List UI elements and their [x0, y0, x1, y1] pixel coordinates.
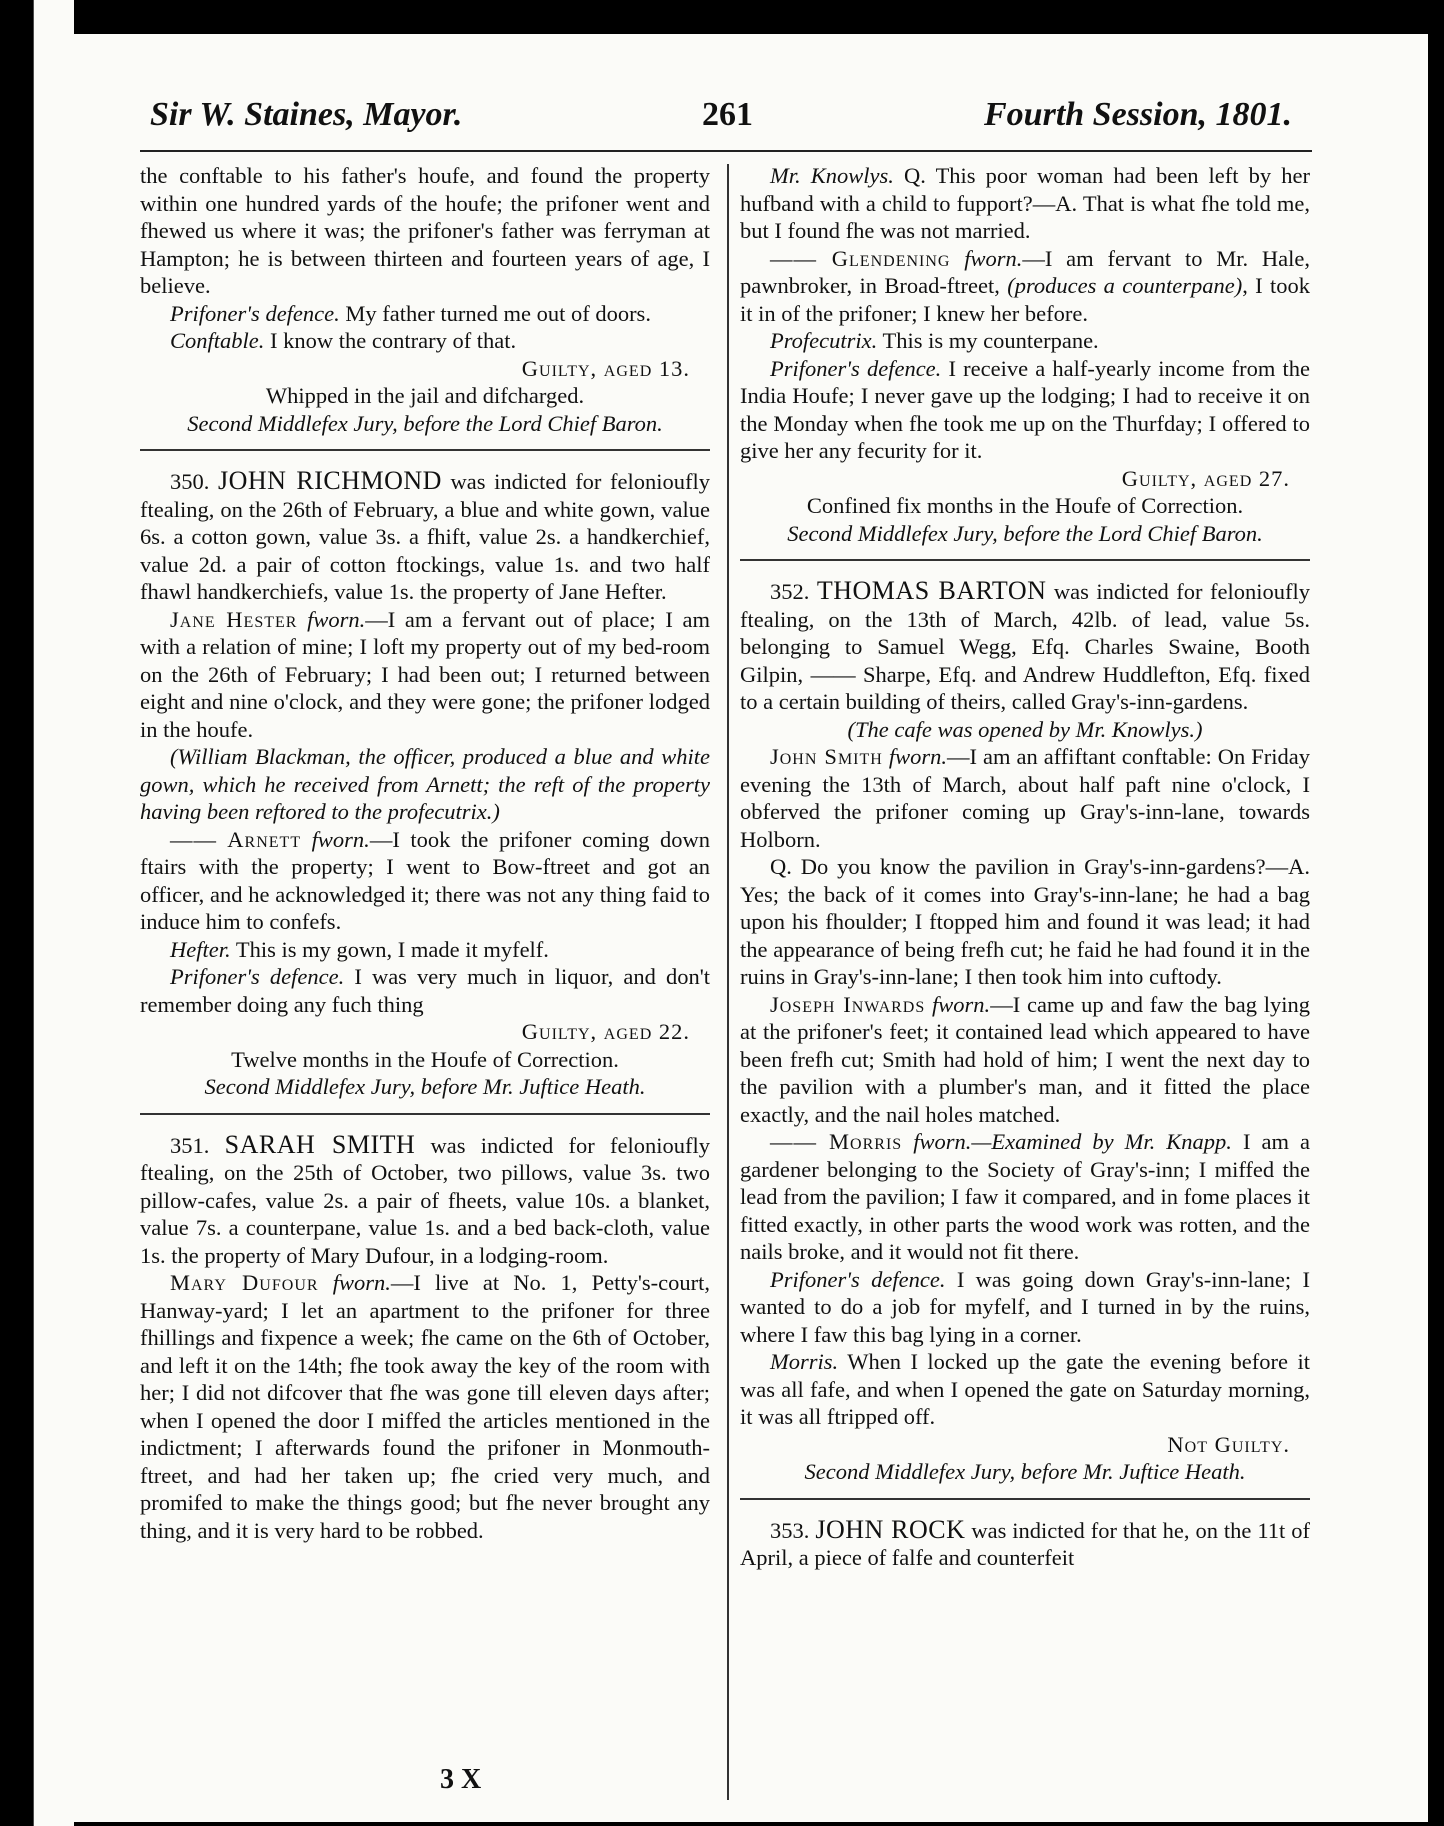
- defendant-name: SARAH SMITH: [224, 1129, 416, 1159]
- case-paragraph: [740, 1516, 1310, 1572]
- case-paragraph: [740, 577, 1310, 716]
- sworn-label: fworn.: [964, 245, 1023, 271]
- sentence: Twelve months in the Houfe of Correction.: [231, 1046, 619, 1072]
- paragraph: [740, 327, 1310, 355]
- case-separator: [140, 1113, 710, 1115]
- paragraph: [140, 826, 710, 936]
- sworn-label: fworn.: [332, 1270, 391, 1295]
- paragraph: [140, 300, 710, 328]
- sworn-label: fworn.: [888, 744, 947, 769]
- speaker-label: Conftable.: [170, 328, 265, 353]
- running-header: [92, 86, 1292, 146]
- witness-name: —— Morris: [770, 1129, 903, 1154]
- case-separator: [740, 559, 1310, 561]
- paragraph: [740, 1348, 1310, 1431]
- paragraph-text: My father turned me out of doors.: [339, 300, 651, 326]
- sworn-label: fworn.: [307, 606, 366, 632]
- jury-line: Second Middlefex Jury, before the Lord Chief Baron.: [187, 410, 663, 436]
- case-separator: [740, 1498, 1310, 1500]
- sworn-label: fworn.: [932, 991, 991, 1017]
- witness-name: —— Glendening: [770, 245, 951, 271]
- paragraph: [140, 963, 710, 1018]
- speaker-label: Prifoner's defence.: [170, 964, 345, 989]
- speaker-label: Profecutrix.: [770, 328, 878, 353]
- column-divider: [727, 164, 729, 1800]
- paragraph-text: I was going down Gray's-inn-lane; I wanted to do a job for myfelf, and I turned in by the ruins, where I faw this bag lying in a corner.: [740, 1266, 1310, 1347]
- paragraph-text: —I am fervant to Mr. Hale, pawnbroker, in Broad-ftreet,: [740, 245, 1311, 298]
- jury-line: Second Middlefex Jury, before Mr. Juftice Heath.: [804, 1459, 1246, 1484]
- paragraph-text: , I took it in of the prifoner; I knew her before.: [740, 273, 1311, 326]
- paragraph: [740, 162, 1310, 245]
- paragraph: [740, 245, 1310, 328]
- paragraph-text: I am a gardener belonging to the Society of Gray's-inn; I miffed the lead from the pavilion; I faw it compared, and in fome places it fitted exactly, in other parts the wood work was rotten, and the nails broke, and it would not fit there.: [740, 1129, 1311, 1264]
- paragraph-text: When I locked up the gate the evening before it was all fafe, and when I opened the gate on Saturday morning, it was all ftripped off.: [740, 1349, 1310, 1429]
- case-number: 353.: [770, 1517, 810, 1543]
- paragraph: [740, 355, 1310, 465]
- case-paragraph: [140, 467, 710, 606]
- witness-name: —— Arnett: [170, 826, 302, 852]
- case-text: was indicted for felonioufly ftealing, on the 25th of October, two pillows, value 3s. two pillow-cafes, value 2s. a pair of fheets, value 10s. a blanket, value 7s. a counterpane, value 1s. and a bed back-cloth, value 1s. the property of Mary Dufour, in a lodging-room.: [140, 1132, 710, 1268]
- header-rule: [140, 150, 1312, 152]
- verdict: Guilty, aged 13.: [521, 355, 690, 381]
- case-number: 352.: [770, 579, 810, 604]
- defendant-name: JOHN ROCK: [815, 1514, 966, 1544]
- paragraph: [740, 1128, 1310, 1266]
- paragraph-text: —I am a fervant out of place; I am with a relation of mine; I loft my property out of my bed-room on the 26th of February; I had been out; I returned between eight and nine o'clock, and they were gone; the prifoner lodged in the houfe.: [140, 606, 710, 742]
- paragraph: [140, 327, 710, 355]
- editorial-note: (William Blackman, the officer, produced a blue and white gown, which he received from Arnett; the reft of the property having been reftored to the profecutrix.): [140, 744, 710, 824]
- right-column: [740, 162, 1310, 1572]
- paragraph-text: I was very much in liquor, and don't remember doing any fuch thing: [140, 964, 711, 1017]
- witness-name: Mary Dufour: [170, 1270, 319, 1295]
- verdict: Not Guilty.: [1167, 1431, 1290, 1457]
- sworn-label: fworn.: [311, 826, 370, 852]
- verdict: Guilty, aged 22.: [521, 1019, 690, 1044]
- case-text: was indicted for felonioufly ftealing, on the 13th of March, 42lb. of lead, value 5s. belonging to Samuel Wegg, Efq. Charles Swaine, Booth Gilpin, —— Sharpe, Efq. and Andrew Huddlefton, Efq. fixed to a certain building of theirs, called Gray's-inn-gardens.: [740, 579, 1310, 714]
- paragraph-text: Q. This poor woman had been left by her hufband with a child to fupport?—A. That is what fhe told me, but I found fhe was not married.: [740, 163, 1310, 243]
- header-mayor: Sir W. Staines, Mayor.: [150, 96, 463, 133]
- header-session: Fourth Session, 1801.: [984, 96, 1292, 133]
- paragraph-text: This is my gown, I made it myfelf.: [230, 936, 549, 962]
- paragraph: [740, 1266, 1310, 1349]
- witness-name: Jane Hester: [170, 606, 298, 632]
- page-number: 261: [702, 96, 753, 133]
- paragraph-text: —I live at No. 1, Petty's-court, Hanway-yard; I let an apartment to the prifoner for three fhillings and fixpence a week; fhe came on the 6th of October, and left it on the 14th; fhe took away the key of the room with her; I did not difcover that fhe was gone till eleven days after; when I opened the door I miffed the articles mentioned in the indictment; I afterwards found the prifoner in Monmouth-ftreet, and had her taken up; fhe cried very much, and promifed to make the things good; but fhe never brought any thing, and it is very hard to be robbed.: [140, 1270, 710, 1543]
- paragraph: [140, 936, 710, 964]
- witness-name: Joseph Inwards: [770, 991, 926, 1017]
- case-text: was indicted for felonioufly ftealing, on the 26th of February, a blue and white gown, value 6s. a cotton gown, value 3s. a fhift, value 2s. a handkerchief, value 2d. a pair of cotton ftockings, value 1s. and two half fhawl handkerchiefs, value 1s. the property of Jane Hefter.: [140, 469, 710, 604]
- paragraph-text: This is my counterpane.: [877, 328, 1099, 353]
- witness-name: John Smith: [770, 744, 883, 769]
- scan-left-edge: [0, 0, 74, 1826]
- paragraph-text: I know the contrary of that.: [264, 328, 517, 353]
- case-paragraph: [140, 1131, 710, 1270]
- speaker-label: Prifoner's defence.: [770, 355, 942, 381]
- paragraph-text: —I took the prifoner coming down ftairs with the property; I went to Bow-ftreet and got an officer, and he acknowledged it; there was not any thing faid to induce him to confefs.: [140, 826, 711, 934]
- jury-line: Second Middlefex Jury, before the Lord Chief Baron.: [787, 520, 1263, 546]
- jury-line: Second Middlefex Jury, before Mr. Juftice Heath.: [204, 1074, 646, 1099]
- speaker-label: Morris.: [770, 1349, 839, 1374]
- editorial-note: (The cafe was opened by Mr. Knowlys.): [847, 716, 1203, 742]
- case-number: 351.: [170, 1132, 210, 1158]
- paragraph: [140, 606, 710, 744]
- paragraph-text: I receive a half-yearly income from the India Houfe; I never gave up the lodging; I had to receive it on the Monday when fhe took me up on the Thurfday; I offered to give her any fecurity for it.: [740, 355, 1311, 463]
- paragraph-text: —I came up and faw the bag lying at the prifoner's feet; it contained lead which appeared to have been frefh cut; Smith had hold of him; I went the next day to the pavilion with a plumber's man, and it fitted the place exactly, and the nail holes matched.: [740, 991, 1310, 1127]
- paragraph: [740, 743, 1310, 853]
- speaker-label: Prifoner's defence.: [770, 1266, 946, 1292]
- defendant-name: JOHN RICHMOND: [217, 466, 442, 495]
- left-column: [140, 162, 710, 1544]
- sentence: Whipped in the jail and difcharged.: [265, 383, 585, 408]
- speaker-label: Prifoner's defence.: [170, 300, 340, 326]
- paragraph-text: —I am an affiftant conftable: On Friday evening the 13th of March, about half paft nine o'clock, I obferved the prifoner coming up Gray's-inn-lane, towards Holborn.: [740, 744, 1310, 852]
- paragraph: [740, 991, 1310, 1129]
- case-separator: [140, 449, 710, 451]
- speaker-label: Mr. Knowlys.: [770, 163, 894, 188]
- paragraph: the conftable to his father's houfe, and found the property within one hundred yards of the houfe; the prifoner went and fhewed us where it was; the prifoner's father was ferryman at Hampton; he is between thirteen and fourteen years of age, I believe.: [140, 163, 710, 298]
- paragraph: [140, 1269, 710, 1544]
- editorial-note: (produces a counterpane): [1007, 273, 1243, 298]
- paragraph: Q. Do you know the pavilion in Gray's-inn-gardens?—A. Yes; the back of it comes into Gray's-inn-lane; he had a bag upon his fhoulder; I ftopped him and found it was lead; it had the appearance of being frefh cut; he faid he had found it in the ruins in Gray's-inn-lane; I then took him into cuftody.: [740, 854, 1310, 989]
- sworn-label: fworn.—Examined by Mr. Knapp.: [913, 1129, 1232, 1154]
- verdict: Guilty, aged 27.: [1121, 465, 1290, 491]
- signature-mark: 3 X: [440, 1764, 482, 1795]
- defendant-name: THOMAS BARTON: [816, 576, 1047, 605]
- case-text: was indicted for that he, on the 11t of April, a piece of falfe and counterfeit: [740, 1517, 1311, 1570]
- case-number: 350.: [170, 469, 210, 494]
- sentence: Confined fix months in the Houfe of Correction.: [806, 493, 1244, 518]
- speaker-label: Hefter.: [170, 936, 231, 962]
